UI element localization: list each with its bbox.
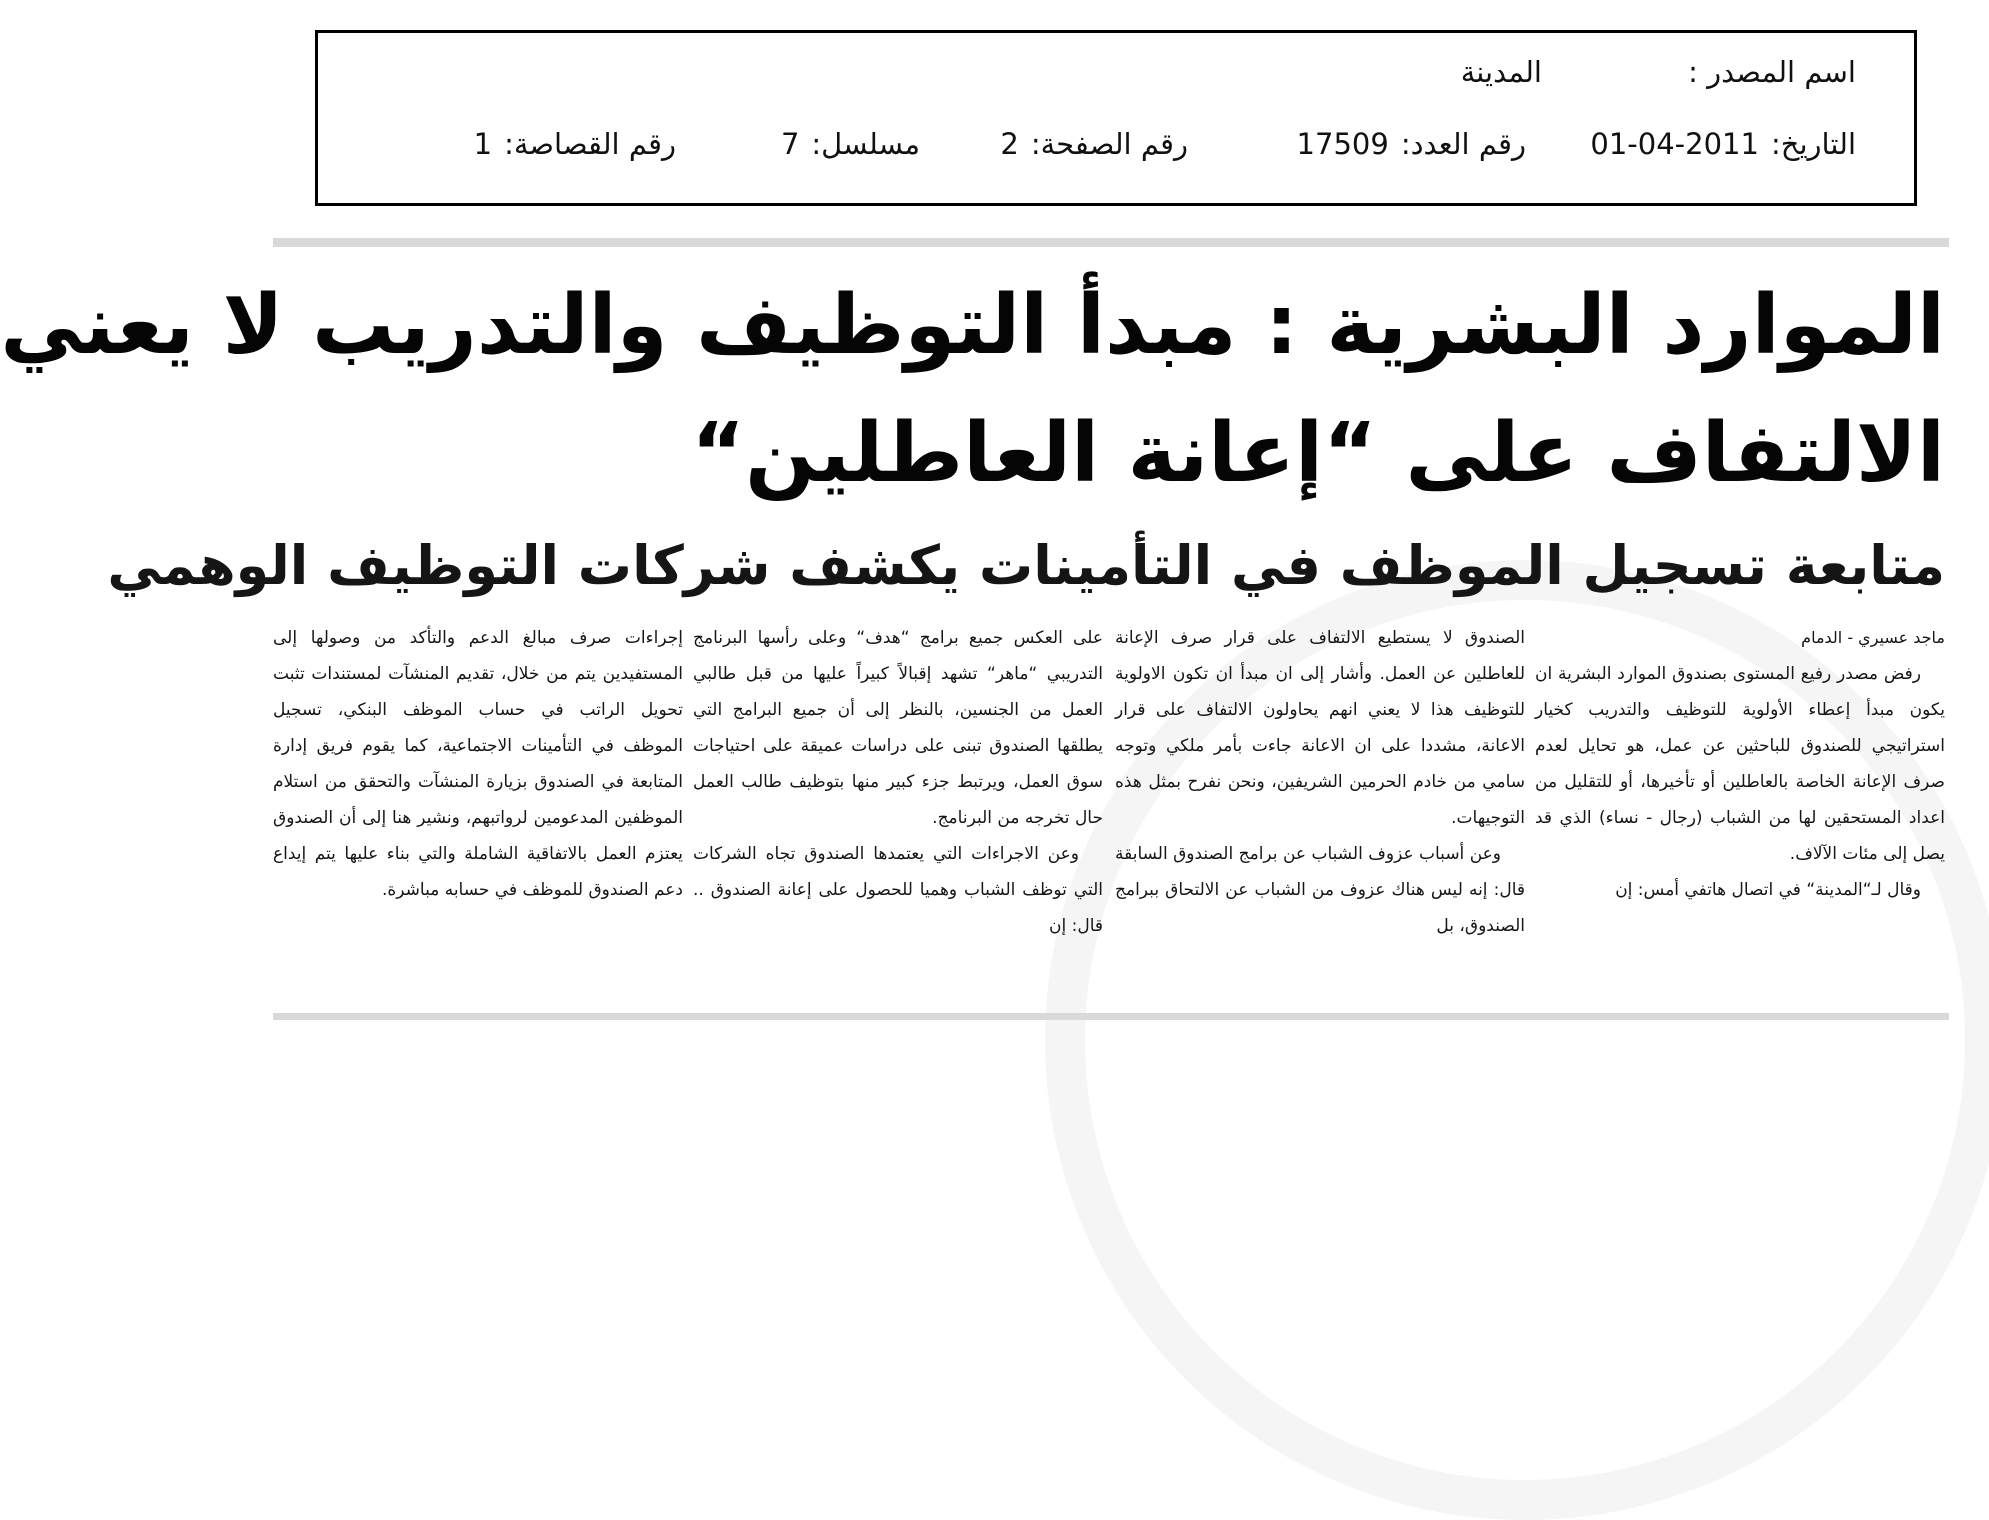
byline: ماجد عسيري - الدمام [1801, 628, 1945, 647]
clip-value: 1 [473, 127, 493, 161]
source-value: المدينة [1460, 55, 1542, 89]
date-field [1590, 127, 1856, 161]
column-1-paragraph-2: وقال لـ“المدينة“ في اتصال هاتفي أمس: إن [1615, 880, 1921, 900]
page-field [1000, 127, 1188, 161]
column-2-paragraph-2: وعن أسباب عزوف الشباب عن برامج الصندوق السابقة قال: إنه ليس هناك عزوف من الشباب عن الالتحاق ببرامج الصندوق، بل [1115, 844, 1525, 936]
top-divider [273, 238, 1949, 247]
source-label: اسم المصدر : [1688, 55, 1856, 89]
serial-label: مسلسل: [811, 127, 920, 161]
clip-label: رقم القصاصة: [504, 127, 676, 161]
column-4-paragraph-1: إجراءات صرف مبالغ الدعم والتأكد من وصولها إلى المستفيدين يتم من خلال، تقديم المنشآت لمستندات تثبت تحويل الراتب في حساب الموظف البنكي، تسجيل الموظف في التأمينات الاجتماعية، كما يقوم فريق إدارة المتابعة في الصندوق بزيارة المنشآت والتحقق من استلام الموظفين المدعومين لرواتبهم، ونشير هنا إلى أن الصندوق يعتزم العمل بالاتفاقية الشاملة والتي بناء عليها يتم إيداع دعم الصندوق للموظف في حسابه مباشرة. [273, 628, 683, 900]
source-field [1688, 55, 1856, 89]
clipping-metadata-box [315, 30, 1917, 206]
column-1-paragraph-1: رفض مصدر رفيع المستوى بصندوق الموارد البشرية ان يكون مبدأ إعطاء الأولوية للتوظيف والتدريب كخيار استراتيجي للصندوق للباحثين عن عمل، هو تحايل لعدم صرف الإعانة الخاصة بالعاطلين أو تأخيرها، أو للتقليل من اعداد المستحقين لها من الشباب (رجال - نساء) الذي قد يصل إلى مئات الآلاف. [1535, 664, 1945, 864]
date-value: 2011-04-01 [1590, 127, 1759, 161]
clip-field [474, 127, 676, 161]
headline-line-1: الموارد البشرية : مبدأ التوظيف والتدريب لا يعني [0, 278, 1945, 373]
article-body [273, 620, 1945, 1000]
page-value: 2 [1000, 127, 1019, 161]
column-3-paragraph-1: على العكس جميع برامج “هدف“ وعلى رأسها البرنامج التدريبي “ماهر“ تشهد إقبالاً كبيراً عليها من قبل طالبي العمل من الجنسين، بالنظر إلى أن جميع البرامج التي يطلقها الصندوق تبنى على دراسات عميقة على احتياجات سوق العمل، ويرتبط جزء كبير منها بتوظيف طالب العمل حال تخرجه من البرنامج. [693, 628, 1103, 828]
article-column-3 [693, 620, 1103, 1000]
page-label: رقم الصفحة: [1030, 127, 1188, 161]
date-label: التاريخ: [1770, 127, 1856, 161]
bottom-divider [273, 1013, 1949, 1020]
headline-line-2: الالتفاف على “إعانة العاطلين“ [691, 406, 1945, 501]
article-column-1 [1535, 620, 1945, 1000]
article-column-2 [1115, 620, 1525, 1000]
issue-value: 17509 [1296, 127, 1389, 161]
serial-field [781, 127, 920, 161]
column-3-paragraph-2: وعن الاجراءات التي يعتمدها الصندوق تجاه الشركات التي توظف الشباب وهميا للحصول على إعانة الصندوق .. قال: إن [693, 844, 1103, 936]
issue-field [1297, 127, 1526, 161]
column-2-paragraph-1: الصندوق لا يستطيع الالتفاف على قرار صرف الإعانة للعاطلين عن العمل. وأشار إلى ان مبدأ ان تكون الاولوية للتوظيف هذا لا يعني انهم يحاولون الالتفاف على قرار الاعانة، مشددا على ان الاعانة جاءت بأمر ملكي وتوجه سامي من خادم الحرمين الشريفين، ونحن نفرح بمثل هذه التوجيهات. [1115, 628, 1525, 828]
serial-value: 7 [780, 127, 800, 161]
article-column-4 [273, 620, 683, 1000]
issue-label: رقم العدد: [1400, 127, 1526, 161]
source-value-field [1461, 55, 1542, 89]
article-headline [0, 262, 1945, 518]
article-subheadline: متابعة تسجيل الموظف في التأمينات يكشف شركات التوظيف الوهمي [107, 534, 1945, 597]
